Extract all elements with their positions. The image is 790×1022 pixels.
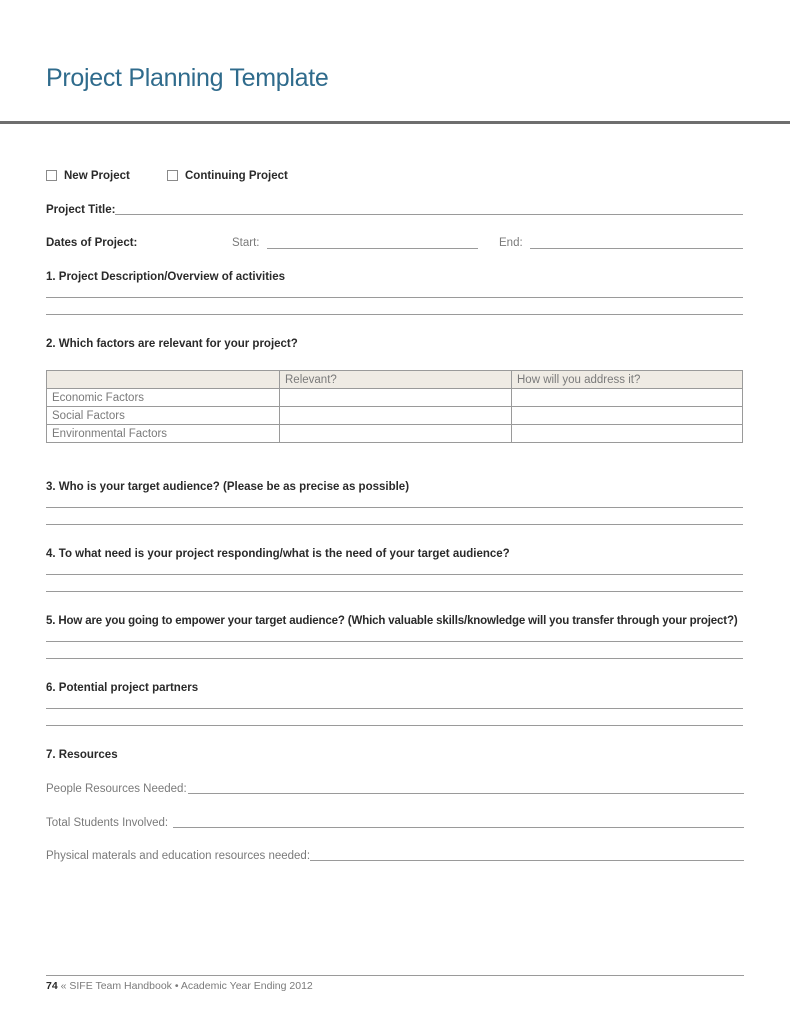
column-header-factor	[47, 371, 280, 389]
table-row	[47, 389, 743, 407]
dates-label: Dates of Project:	[46, 237, 138, 249]
project-title-field[interactable]	[115, 214, 743, 215]
factors-table	[46, 370, 743, 443]
relevant-cell[interactable]	[280, 389, 512, 407]
address-cell[interactable]	[512, 407, 743, 425]
start-label: Start:	[232, 237, 260, 249]
header-divider	[0, 121, 790, 124]
people-resources-field[interactable]	[188, 793, 744, 794]
footer-separator: «	[60, 980, 67, 992]
total-students-field[interactable]	[173, 827, 744, 828]
page-title: Project Planning Template	[46, 64, 329, 92]
continuing-project-label: Continuing Project	[185, 170, 288, 182]
address-cell[interactable]	[512, 389, 743, 407]
factor-name-cell: Social Factors	[47, 407, 280, 425]
question-2-label: 2. Which factors are relevant for your project?	[46, 338, 298, 350]
relevant-cell[interactable]	[280, 425, 512, 443]
physical-materials-field[interactable]	[310, 860, 744, 861]
question-4-answer-line[interactable]	[46, 574, 743, 575]
factor-name-cell: Economic Factors	[47, 389, 280, 407]
question-5-label: 5. How are you going to empower your target audience? (Which valuable skills/knowledge will you transfer through your project?)	[46, 615, 738, 627]
factor-name-cell: Environmental Factors	[47, 425, 280, 443]
question-6-label: 6. Potential project partners	[46, 682, 199, 694]
relevant-cell[interactable]	[280, 407, 512, 425]
question-6-answer-line[interactable]	[46, 725, 743, 726]
question-7-label: 7. Resources	[46, 749, 118, 761]
project-title-label: Project Title:	[46, 204, 116, 216]
page-footer	[46, 980, 313, 992]
end-label: End:	[499, 237, 523, 249]
column-header-address: How will you address it?	[512, 371, 743, 389]
question-1-answer-line[interactable]	[46, 297, 743, 298]
start-date-field[interactable]	[267, 248, 478, 249]
question-4-answer-line[interactable]	[46, 591, 743, 592]
question-1-label: 1. Project Description/Overview of activities	[46, 271, 286, 283]
question-4-label: 4. To what need is your project responding/what is the need of your target audience?	[46, 548, 510, 560]
question-6-answer-line[interactable]	[46, 708, 743, 709]
question-5-answer-line[interactable]	[46, 641, 743, 642]
people-resources-label: People Resources Needed:	[46, 783, 187, 795]
physical-materials-label: Physical materals and education resources needed:	[46, 850, 311, 862]
question-3-answer-line[interactable]	[46, 524, 743, 525]
table-row	[47, 407, 743, 425]
column-header-relevant: Relevant?	[280, 371, 512, 389]
question-3-label: 3. Who is your target audience? (Please be as precise as possible)	[46, 481, 410, 493]
new-project-label: New Project	[64, 170, 130, 182]
footer-divider	[46, 975, 744, 976]
question-5-answer-line[interactable]	[46, 658, 743, 659]
continuing-project-checkbox[interactable]	[167, 170, 178, 181]
question-3-answer-line[interactable]	[46, 507, 743, 508]
footer-text: SIFE Team Handbook • Academic Year Ending 2012	[69, 980, 313, 992]
address-cell[interactable]	[512, 425, 743, 443]
page-number: 74	[46, 980, 58, 992]
new-project-checkbox[interactable]	[46, 170, 57, 181]
table-row	[47, 425, 743, 443]
question-1-answer-line[interactable]	[46, 314, 743, 315]
end-date-field[interactable]	[530, 248, 743, 249]
total-students-label: Total Students Involved:	[46, 817, 169, 829]
table-header-row	[47, 371, 743, 389]
